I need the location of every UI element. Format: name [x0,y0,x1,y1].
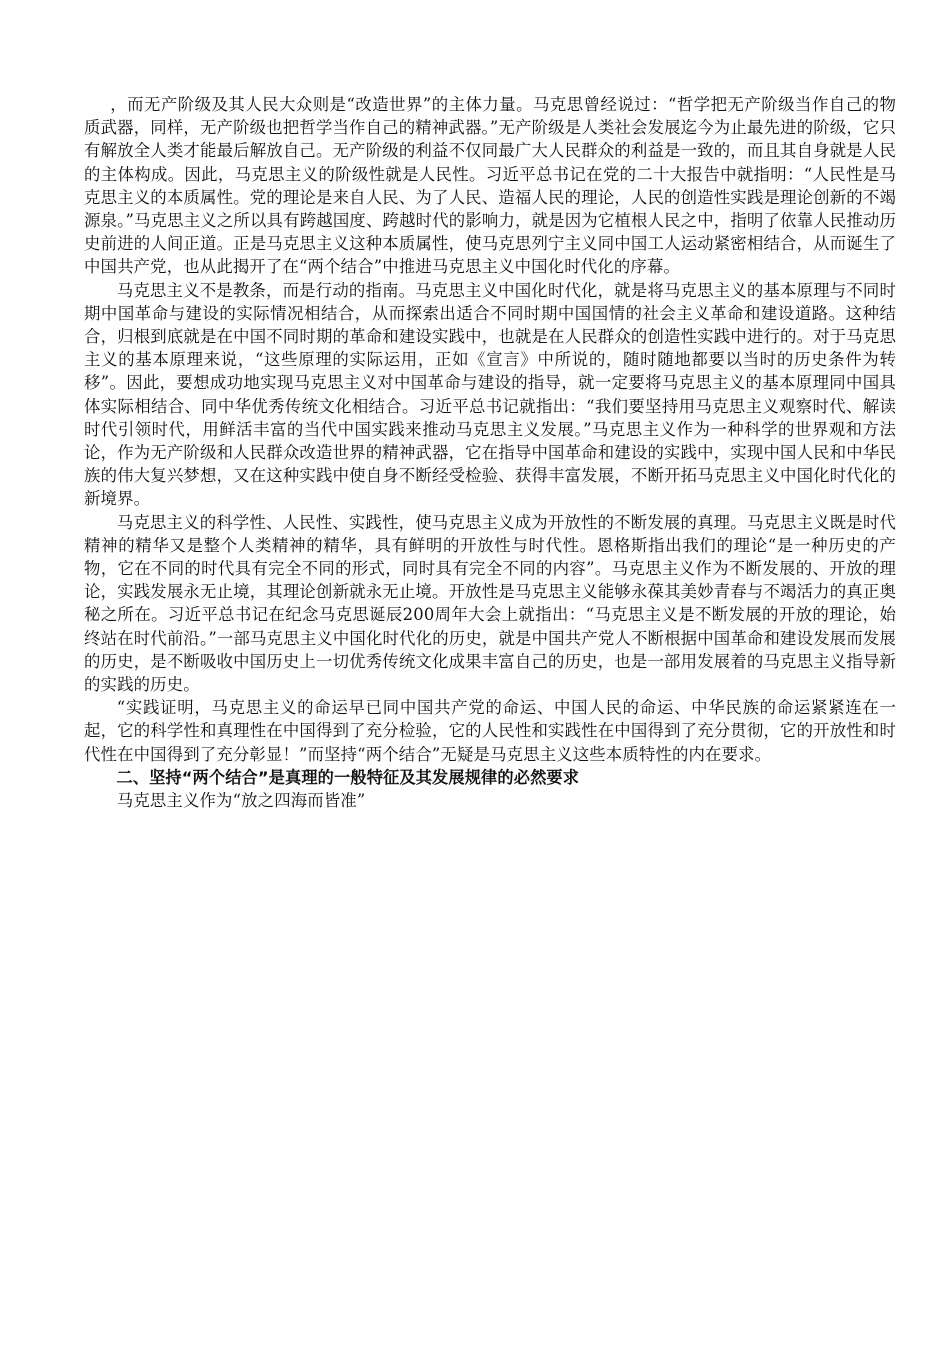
paragraph-truncated-start: 马克思主义作为“放之四海而皆准” [116,791,366,811]
document-body [84,93,896,812]
paragraph-openness: 马克思主义的科学性、人民性、实践性，使马克思主义成为开放性的不断发展的真理。马克思主义既是时代精神的精华又是整个人类精神的精华，具有鲜明的开放性与时代性。恩格斯指出我们的理论“是一种历史的产物，它在不同的时代具有完全不同的形式，同时具有完全不同的内容”。马克思主义作为不断发展的、开放的理论，实践发展永无止境，其理论创新就永无止境。开放性是马克思主义能够永葆其美妙青春与不竭活力的真正奥秘之所在。习近平总书记在纪念马克思诞辰200周年大会上就指出：“马克思主义是不断发展的开放的理论，始终站在时代前沿。”一部马克思主义中国化时代化的历史，就是中国共产党人不断根据中国革命和建设发展而发展的历史，是不断吸收中国历史上一切优秀传统文化成果丰富自己的历史，也是一部用发展着的马克思主义指导新的实践的历史。 [84,512,896,695]
paragraph-practice-proof: “实践证明，马克思主义的命运早已同中国共产党的命运、中国人民的命运、中华民族的命运紧紧连在一起，它的科学性和真理性在中国得到了充分检验，它的人民性和实践性在中国得到了充分贯彻，它的开放性和时代性在中国得到了充分彰显！”而坚持“两个结合”无疑是马克思主义这些本质特性的内在要求。 [84,698,896,764]
paragraph-action-guide: 马克思主义不是教条，而是行动的指南。马克思主义中国化时代化，就是将马克思主义的基本原理与不同时期中国革命与建设的实际情况相结合，从而探索出适合不同时期中国国情的社会主义革命和建设道路。这种结合，归根到底就是在中国不同时期的革命和建设实践中，也就是在人民群众的创造性实践中进行的。对于马克思主义的基本原理来说，“这些原理的实际运用，正如《宣言》中所说的，随时随地都要以当时的历史条件为转移”。因此，要想成功地实现马克思主义对中国革命与建设的指导，就一定要将马克思主义的基本原理同中国具体实际相结合、同中华优秀传统文化相结合。习近平总书记就指出：“我们要坚持用马克思主义观察时代、解读时代引领时代，用鲜活丰富的当代中国实践来推动马克思主义发展。”马克思主义作为一种科学的世界观和方法论，作为无产阶级和人民群众改造世界的精神武器，它在指导中国革命和建设的实践中，实现中国人民和中华民族的伟大复兴梦想，又在这种实践中使自身不断经受检验、获得丰富发展，不断开拓马克思主义中国化时代化的新境界。 [84,280,896,509]
section-heading-two: 二、坚持“两个结合”是真理的一般特征及其发展规律的必然要求 [116,767,580,787]
paragraph-people-nature: ，而无产阶级及其人民大众则是“改造世界”的主体力量。马克思曾经说过：“哲学把无产阶级当作自己的物质武器，同样，无产阶级也把哲学当作自己的精神武器。”无产阶级是人类社会发展迄今为止最先进的阶级，它只有解放全人类才能最后解放自己。无产阶级的利益不仅同最广大人民群众的利益是一致的，而且其自身就是人民的主体构成。因此，马克思主义的阶级性就是人民性。习近平总书记在党的二十大报告中就指明：“人民性是马克思主义的本质属性。党的理论是来自人民、为了人民、造福人民的理论，人民的创造性实践是理论创新的不竭源泉。”马克思主义之所以具有跨越国度、跨越时代的影响力，就是因为它植根人民之中，指明了依靠人民推动历史前进的人间正道。正是马克思主义这种本质属性，使马克思列宁主义同中国工人运动紧密相结合，从而诞生了中国共产党，也从此揭开了在“两个结合”中推进马克思主义中国化时代化的序幕。 [84,95,896,277]
